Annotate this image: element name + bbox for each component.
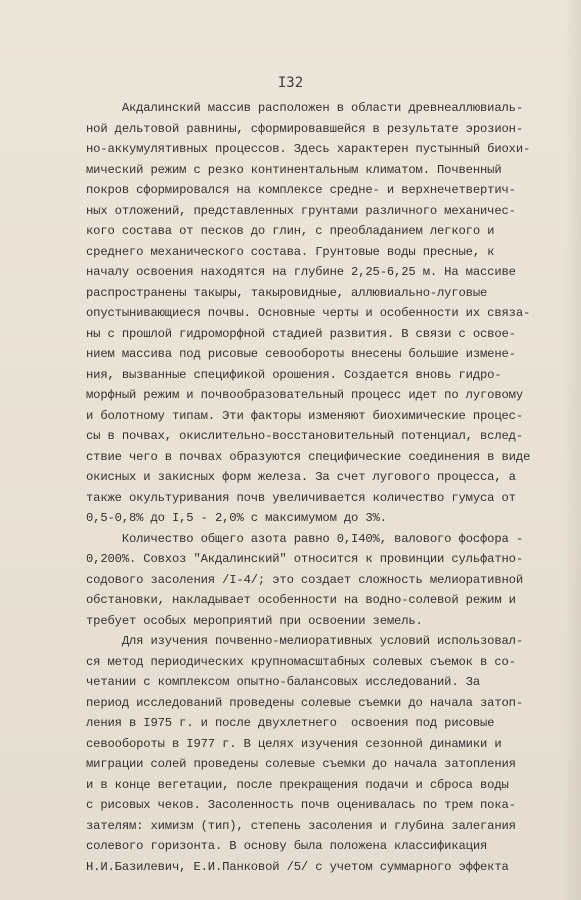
text-line: миграции солей проведены солевые съемки до начала затопления bbox=[86, 757, 516, 771]
text-line: кого состава от песков до глин, с преобладанием легкого и bbox=[86, 224, 495, 238]
text-line: ных отложений, представленных грунтами различного механичес- bbox=[86, 203, 516, 218]
text-line: 0,5-0,8% до I,5 - 2,0% с максимумом до 3%. bbox=[86, 511, 387, 525]
text-line: ся метод периодических крупномасштабных солевых съемок в со- bbox=[86, 654, 516, 669]
text-line: сы в почвах, окислительно-восстановительный потенциал, вслед- bbox=[86, 429, 523, 443]
text-line: ния, вызванные спецификой орошения. Создается вновь гидро- bbox=[86, 367, 502, 382]
text-line: четании с комплексом опытно-балансовых исследований. За bbox=[86, 675, 481, 689]
text-line: также окультуривания почв увеличивается количество гумуса от bbox=[86, 490, 516, 505]
text-line: мический режим с резко континентальным климатом. Почвенный bbox=[86, 162, 502, 177]
text-line: покров сформировался на комплексе средне- и верхнечетвертич- bbox=[86, 183, 516, 197]
text-line: солевого горизонта. В основу была положена классификация bbox=[86, 839, 488, 853]
text-line: Количество общего азота равно 0,I40%, валового фосфора - bbox=[86, 531, 523, 546]
text-line: Для изучения почвенно-мелиоративных условий использовал- bbox=[86, 634, 523, 648]
text-line: ной дельтовой равнины, сформировавшейся в результате эрозион- bbox=[86, 121, 523, 136]
page-number: I32 bbox=[277, 75, 304, 91]
text-line: ления в I975 г. и после двухлетнего освоения под рисовые bbox=[86, 716, 495, 730]
text-line: зателям: химизм (тип), степень засоления и глубина залегания bbox=[86, 818, 516, 833]
text-line: ны с прошлой гидроморфной стадией развития. В связи с освое- bbox=[86, 326, 516, 341]
text-line: и в конце вегетации, после прекращения подачи и сброса воды bbox=[86, 777, 509, 792]
text-line: обстановки, накладывает особенности на водно-солевой режим и bbox=[86, 593, 516, 607]
text-line: период исследований проведены солевые съемки до начала затоп- bbox=[86, 695, 523, 710]
text-line: морфный режим и почвообразовательный процесс идет по луговому bbox=[86, 388, 523, 402]
text-line: опустынивающиеся почвы. Основные черты и особенности их связа- bbox=[86, 306, 531, 320]
body-text bbox=[86, 98, 538, 877]
text-line: требует особых мероприятий при освоении земель. bbox=[86, 613, 423, 628]
text-line: севообороты в I977 г. В целях изучения сезонной динамики и bbox=[86, 736, 502, 751]
text-line: Акдалинский массив расположен в области древнеаллювиаль- bbox=[86, 101, 523, 115]
text-line: распространены такыры, такыровидные, аллювиально-луговые bbox=[86, 285, 488, 300]
text-line: Н.И.Базилевич, Е.И.Панковой /5/ с учетом суммарного эффекта bbox=[86, 859, 509, 874]
text-line: 0,200%. Совхоз "Акдалинский" относится к провинции сульфатно- bbox=[86, 552, 523, 566]
text-line: нием массива под рисовые севообороты внесены большие измене- bbox=[86, 347, 516, 361]
text-line: с рисовых чеков. Засоленность почв оценивалась по трем пока- bbox=[86, 798, 516, 812]
text-line: ствие чего в почвах образуются специфические соединения в виде bbox=[86, 449, 531, 464]
text-line: но-аккумулятивных процессов. Здесь характерен пустынный биохи- bbox=[86, 142, 531, 156]
text-line: началу освоения находятся на глубине 2,25-6,25 м. На массиве bbox=[86, 265, 516, 279]
text-line: окисных и закисных форм железа. За счет лугового процесса, а bbox=[86, 470, 516, 484]
text-line: содового засоления /I-4/; это создает сложность мелиоративной bbox=[86, 572, 523, 587]
text-line: среднего механического состава. Грунтовые воды пресные, к bbox=[86, 244, 495, 259]
page-edge-shadow bbox=[563, 0, 581, 900]
text-line: и болотному типам. Эти факторы изменяют биохимические процес- bbox=[86, 408, 523, 423]
